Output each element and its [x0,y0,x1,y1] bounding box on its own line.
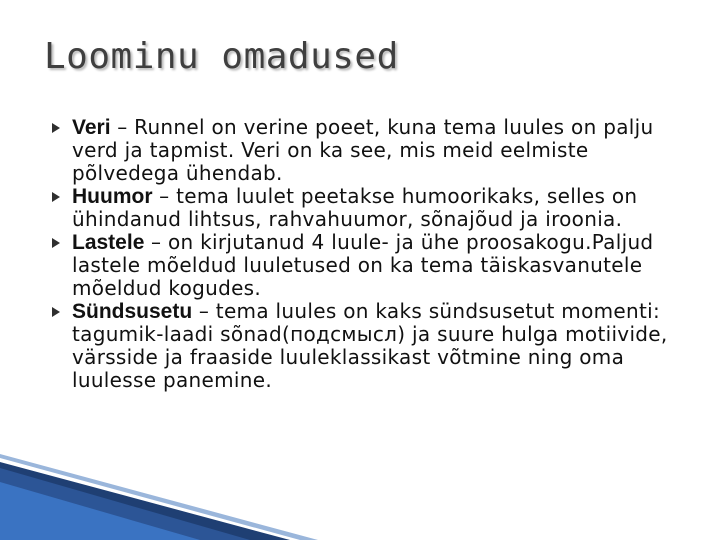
slide-title: Loominu omadused [44,36,399,77]
bullet-text: – tema luules on kaks sündsusetut momenti: tagumik-laadi sõnad(подсмысл) ja suure hulga motiivide, värsside ja fraaside luuleklassikast võtmine ning oma luulesse panemine. [72,299,668,392]
bullet-term: Lastele [72,231,145,254]
bullet-text: – Runnel on verine poeet, kuna tema luules on palju verd ja tapmist. Veri on ka see, mis meid eelmiste põlvedega ühendab. [72,115,654,185]
bullet-text: – tema luulet peetakse humoorikaks, selles on ühindanud lihtsus, rahvahuumor, sõnajõud ja iroonia. [72,184,638,231]
bullet-term: Huumor [72,185,153,208]
bullet-term: Sündsusetu [72,300,193,323]
bullet-term: Veri [72,116,111,139]
bullet-text: – on kirjutanud 4 luule- ja ühe proosakogu.Paljud lastele mõeldud luuletused on ka tema täiskasvanutele mõeldud kogudes. [72,230,654,300]
